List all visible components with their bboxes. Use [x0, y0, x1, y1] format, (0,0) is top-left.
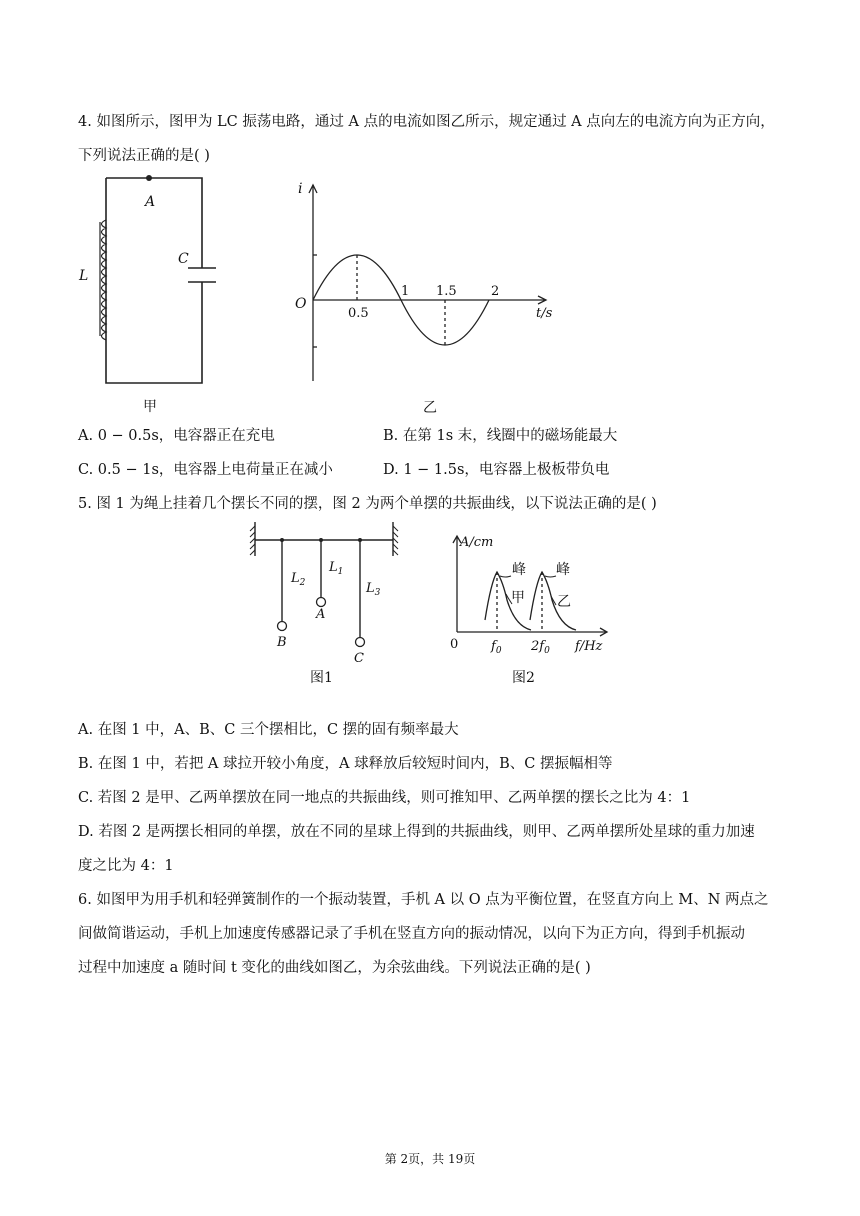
axis-i-label: i [298, 181, 303, 197]
curve-label-yi: 乙 [557, 594, 571, 610]
resonance-curve-figure [445, 532, 615, 692]
axis-amplitude-label: A/cm [460, 535, 494, 550]
svg-text:L2: $L_2$ [291, 571, 306, 588]
q4-option-d[interactable]: D. 1 − 1.5s，电容器上极板带负电 [383, 462, 610, 478]
label-a: A [145, 194, 156, 210]
q4-option-c[interactable]: C. 0.5 − 1s，电容器上电荷量正在减小 [78, 462, 333, 478]
label-c: C [178, 251, 189, 267]
tick-1: 1 [401, 284, 410, 299]
caption-yi: 乙 [423, 400, 437, 416]
q5-option-c[interactable]: C. 若图 2 是甲、乙两单摆放在同一地点的共振曲线，则可推知甲、乙两单摆的摆长之比为 4：1 [78, 790, 691, 806]
q6-stem-line3: 过程中加速度 a 随时间 t 变化的曲线如图乙，为余弦曲线。下列说法正确的是( ) [78, 960, 591, 976]
pendulum-figure [250, 522, 410, 692]
label-l3: L [366, 581, 375, 596]
label-l2: L [291, 571, 300, 586]
caption-fig2: 图2 [512, 670, 535, 686]
tick-f0: f [491, 639, 496, 654]
tick-15: 1.5 [436, 284, 457, 299]
label-bob-c: C [354, 651, 364, 666]
label-bob-b: B [277, 635, 287, 650]
q6-stem-line1: 6. 如图甲为用手机和轻弹簧制作的一个振动装置，手机 A 以 O 点为平衡位置，在竖直方向上 M、N 两点之 [78, 892, 769, 908]
origin-label: O [295, 296, 307, 312]
q4-option-a[interactable]: A. 0 − 0.5s，电容器正在充电 [78, 428, 275, 444]
svg-text:L1: $L_1$ [329, 560, 344, 577]
lc-circuit-figure [75, 170, 235, 415]
q5-option-b[interactable]: B. 在图 1 中，若把 A 球拉开较小角度，A 球释放后较短时间内，B、C 摆振幅相等 [78, 756, 613, 772]
svg-text:2f0: $2f_0$ [531, 639, 550, 656]
tick-2f0: 2f [531, 639, 545, 654]
label-l: L [79, 268, 89, 284]
axis-frequency-label: f/Hz [575, 639, 603, 654]
curve-label-jia: 甲 [511, 590, 525, 606]
axis-t-label: t/s [536, 306, 553, 321]
inductor-coil [100, 220, 106, 340]
svg-text:L3: $L_3$ [366, 581, 381, 598]
peak-label-1: 峰 [512, 562, 526, 578]
peak-label-2: 峰 [556, 562, 570, 578]
bob-b [278, 622, 287, 631]
label-l1: L [329, 560, 338, 575]
q5-option-d[interactable]: D. 若图 2 是两摆长相同的单摆，放在不同的星球上得到的共振曲线，则甲、乙两单摆所处星球的重力加速 [78, 824, 755, 840]
bob-c [356, 638, 365, 647]
bob-a [317, 598, 326, 607]
tick-05: 0.5 [348, 306, 369, 321]
caption-fig1: 图1 [310, 670, 333, 686]
page-footer: 第 2页，共 19页 [384, 1152, 476, 1166]
q5-option-d-cont: 度之比为 4：1 [78, 858, 174, 874]
q5-stem: 5. 图 1 为绳上挂着几个摆长不同的摆，图 2 为两个单摆的共振曲线，以下说法正确的是( ) [78, 496, 657, 512]
q6-stem-line2: 间做简谐运动，手机上加速度传感器记录了手机在竖直方向的振动情况，以向下为正方向，得到手机振动 [78, 926, 745, 942]
origin-zero: 0 [450, 637, 459, 652]
q5-option-a[interactable]: A. 在图 1 中，A、B、C 三个摆相比，C 摆的固有频率最大 [78, 722, 459, 738]
q4-stem-line1: 4. 如图所示，图甲为 LC 振荡电路，通过 A 点的电流如图乙所示，规定通过 A 点向左的电流方向为正方向， [78, 114, 775, 130]
q4-option-b[interactable]: B. 在第 1s 末，线圈中的磁场能最大 [383, 428, 618, 444]
label-bob-a: A [316, 607, 326, 622]
svg-text:f0: $f_0$ [491, 639, 502, 656]
q4-stem-line2: 下列说法正确的是( ) [78, 148, 210, 164]
caption-jia: 甲 [143, 399, 157, 415]
tick-2: 2 [491, 284, 500, 299]
point-a-dot [146, 175, 152, 181]
current-graph-figure [290, 175, 560, 415]
